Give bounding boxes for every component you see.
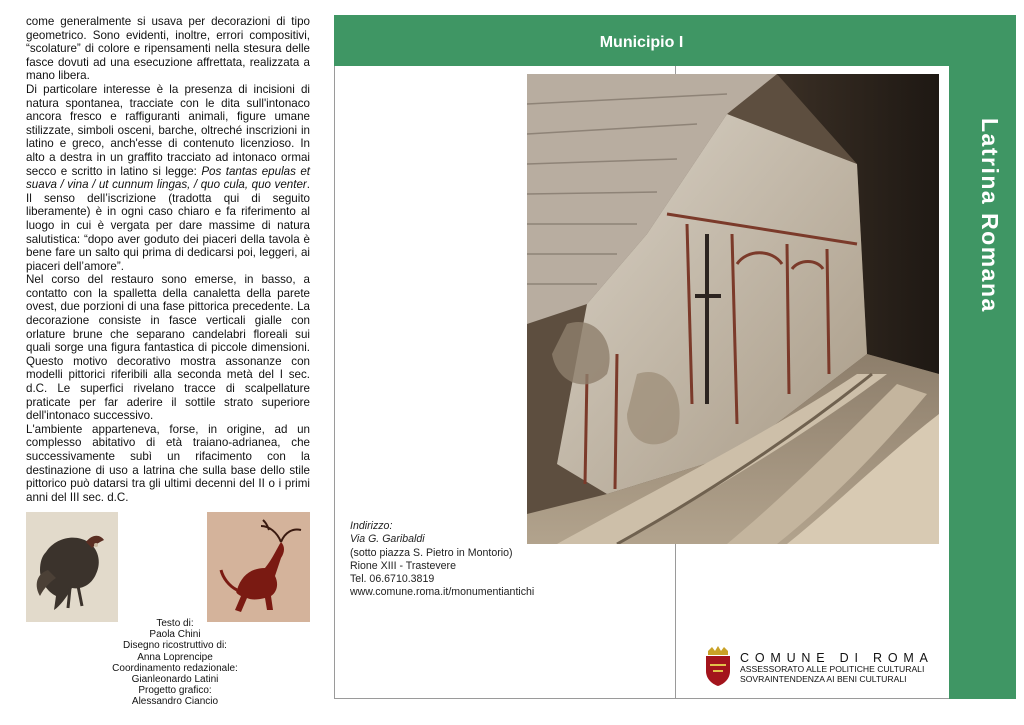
credit-line: Paola Chini xyxy=(149,629,201,641)
credit-line: Testo di: xyxy=(156,618,194,629)
address-block xyxy=(350,520,610,600)
article-text xyxy=(26,15,310,504)
credits xyxy=(90,618,260,708)
rooster-graffito-image xyxy=(26,512,118,622)
address-website[interactable]: www.comune.roma.it/monumentiantichi xyxy=(350,586,535,599)
cover-title: Latrina Romana xyxy=(977,118,1003,313)
deer-graffito-image xyxy=(207,512,310,622)
credit-line: Alessandro Ciancio xyxy=(131,696,219,708)
panel-frame-bottom xyxy=(676,698,949,699)
credit-line: Disegno ricostruttivo di: xyxy=(123,640,227,652)
latrine-photo xyxy=(527,74,939,544)
department-line: SOVRAINTENDENZA AI BENI CULTURALI xyxy=(740,674,907,684)
credit-line: Progetto grafico: xyxy=(138,685,212,697)
address-rione: Rione XIII - Trastevere xyxy=(350,559,456,572)
paragraph-1: come generalmente si usava per decorazioni di tipo geometrico. Sono evidenti, inoltre, errori compositivi, “scolature” di colore e ripensamenti nella stesura delle fasce dovuti ad una esecuzione affrettata, realizzata a mano libera. xyxy=(26,15,310,83)
paragraph-2-end: . Il senso dell’iscrizione (tradotta qui di seguito liberamente) è in ogni caso chiaro e fa riferimento al luogo in cui è vergata per dare massime di natura salutistica: “dopo aver goduto dei piaceri della tavola è bene fare un salto qui prima di dedicarsi poi, leggeri, ai piaceri dell’amore”. xyxy=(26,178,310,273)
address-street: Via G. Garibaldi xyxy=(350,533,425,546)
latin-inscription: Pos tantas epulas et suava / vina / ut cunnum lingas, / quo cula, quo venter xyxy=(26,164,310,192)
paragraph-4: L'ambiente apparteneva, forse, in origine, ad un complesso abitativo di età traiano-adrianea, che successivamente subì un rifacimento con la destinazione di uso a latrina che sulla base dello stile pittorico può datarsi tra gli ultimi decenni del II o i primi anni del III sec. d.C. xyxy=(26,422,310,504)
paragraph-2-start: Di particolare interesse è la presenza di incisioni di natura spontanea, tracciate con le dita sull'intonaco ancora fresco e raffiguranti animali, figure umane stilizzate, simboli osceni, barche, oltreché inscrizioni in latino e greco, anch'esse di contenuto licenzioso. In alto a destra in un graffito tracciato ad intonaco ormai secco e scritto in latino si legge: xyxy=(26,82,310,178)
credit-line: Anna Loprencipe xyxy=(137,651,213,663)
paragraph-3: Nel corso del restauro sono emerse, in basso, a contatto con la spalletta della canaletta della parete ovest, due porzioni di una fase pittorica precedente. La decorazione consiste in fasce verticali gialle con orlature brune che separano candelabri floreali sui quali sorge una figura fantastica di piccole dimensioni. Questo motivo decorativo mostra assonanze con modelli pittorici riferibili alla seconda metà del I sec. d.C. Le superfici rivelano tracce di scalpellature praticate per far aderire il sottile strato superiore dell'intonaco successivo. xyxy=(26,273,310,423)
credit-line: Coordinamento redazionale: xyxy=(112,662,238,674)
credit-line: Gianleonardo Latini xyxy=(131,674,219,686)
paragraph-2 xyxy=(26,83,310,273)
address-phone: Tel. 06.6710.3819 xyxy=(350,573,435,586)
department-line: ASSESSORATO ALLE POLITICHE CULTURALI xyxy=(740,664,925,674)
address-label: Indirizzo: xyxy=(350,520,393,532)
municipio-label: Municipio I xyxy=(599,34,684,51)
comune-name: COMUNE DI ROMA xyxy=(740,651,934,665)
address-note: (sotto piazza S. Pietro in Montorio) xyxy=(350,546,513,559)
crest-icon xyxy=(704,645,732,687)
